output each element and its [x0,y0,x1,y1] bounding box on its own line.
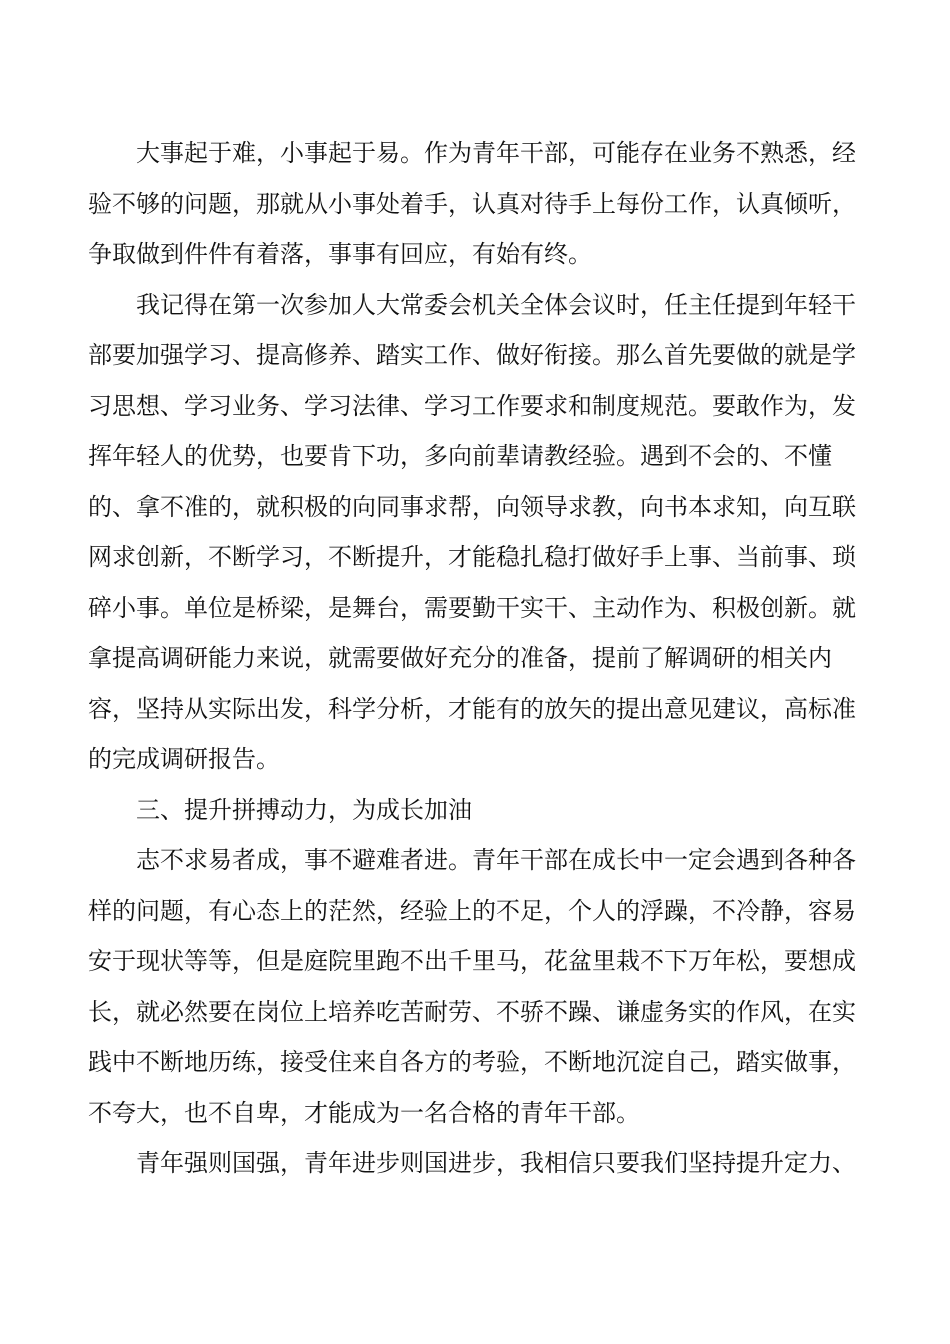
paragraph-hardship: 志不求易者成，事不避难者进。青年干部在成长中一定会遇到各种各 样的问题，有心态上的茫然，经验上的不足，个人的浮躁，不冷静，容易 安于现状等等，但是庭院里跑不出千里马，花盆里栽不下万年松，要想成 长，就必然要在岗位上培养吃苦耐劳、不骄不躁、谦虚务实的作风，在实 践中不断地历练，接受住来自各方的考验，不断地沉淀自己，踏实做事， 不夸大，也不自卑，才能成为一名合格的青年干部。 [88,846,856,1127]
section-heading: 三、提升拼搏动力，为成长加油 [136,795,472,824]
paragraph-small-things: 大事起于难，小事起于易。作为青年干部，可能存在业务不熟悉，经 验不够的问题，那就从小事处着手，认真对待手上每份工作，认真倾听， 争取做到件件有着落，事事有回应，有始有终。 [88,139,856,268]
document-body [88,128,862,1189]
paragraph-youth-strong: 青年强则国强，青年进步则国进步，我相信只要我们坚持提升定力、 [136,1149,856,1177]
paragraph-learning: 我记得在第一次参加人大常委会机关全体会议时，任主任提到年轻干 部要加强学习、提高修养、踏实工作、做好衔接。那么首先要做的就是学 习思想、学习业务、学习法律、学习工作要求和制度规范。要敢作为，发 挥年轻人的优势，也要肯下功，多向前辈请教经验。遇到不会的、不懂 的、拿不准的，就积极的向同事求帮，向领导求教，向书本求知，向互联 网求创新，不断学习，不断提升，才能稳扎稳打做好手上事、当前事、琐 碎小事。单位是桥梁，是舞台，需要勤干实干、主动作为、积极创新。就 拿提高调研能力来说，就需要做好充分的准备，提前了解调研的相关内 容，坚持从实际出发，科学分析，才能有的放矢的提出意见建议，高标准 的完成调研报告。 [88,290,856,773]
